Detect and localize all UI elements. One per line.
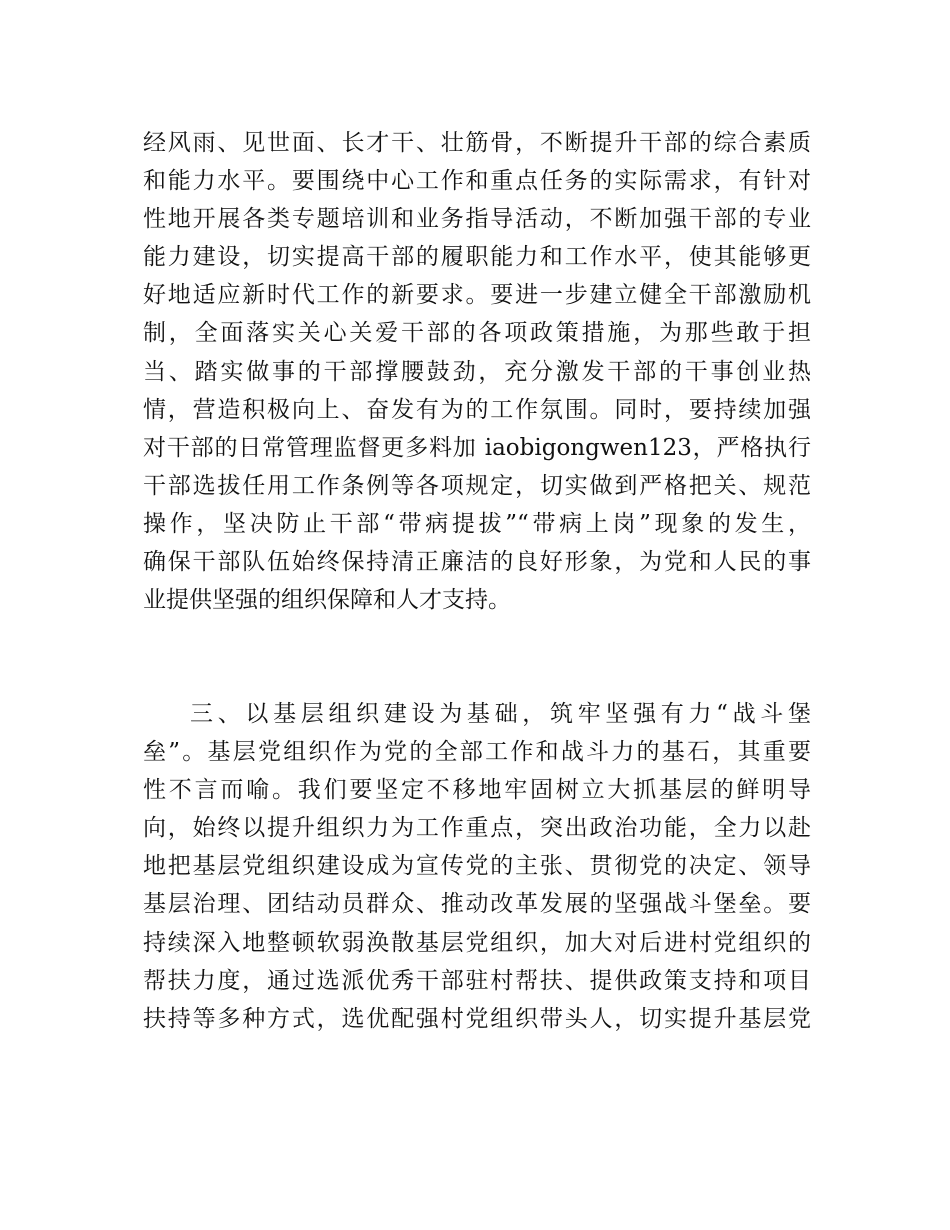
paragraph-grassroots-organization [143, 695, 811, 1038]
text-line: 地把基层党组织建设成为宣传党的主张、贯彻党的决定、领导 [143, 853, 811, 880]
text-line: 持续深入地整顿软弱涣散基层党组织，加大对后进村党组织的 [143, 929, 811, 956]
text-line: 当、踏实做事的干部撑腰鼓劲，充分激发干部的干事创业热 [143, 358, 811, 385]
text-line: 经风雨、见世面、长才干、壮筋骨，不断提升干部的综合素质 [143, 130, 811, 156]
text-line: 操作，坚决防止干部“带病提拔”“带病上岗”现象的发生， [143, 510, 811, 537]
text-line: 性地开展各类专题培训和业务指导活动，不断加强干部的专业 [143, 206, 811, 233]
text-line: 性不言而喻。我们要坚定不移地牢固树立大抓基层的鲜明导 [143, 777, 811, 804]
text-line: 能力建设，切实提高干部的履职能力和工作水平，使其能够更 [143, 244, 811, 271]
text-line: 帮扶力度，通过选派优秀干部驻村帮扶、提供政策支持和项目 [143, 967, 811, 994]
text-line: 制，全面落实关心关爱干部的各项政策措施，为那些敢于担 [143, 320, 811, 347]
text-line: 干部选拔任用工作条例等各项规定，切实做到严格把关、规范 [143, 472, 811, 499]
text-line: 垒”。基层党组织作为党的全部工作和战斗力的基石，其重要 [143, 739, 811, 766]
text-line: 情，营造积极向上、奋发有为的工作氛围。同时，要持续加强 [143, 396, 811, 423]
text-line: 对干部的日常管理监督更多料加 iaobigongwen123，严格执行 [143, 434, 811, 461]
text-line: 业提供坚强的组织保障和人才支持。 [143, 587, 511, 614]
text-line: 扶持等多种方式，选优配强村党组织带头人，切实提升基层党 [143, 1005, 811, 1032]
text-line: 基层治理、团结动员群众、推动改革发展的坚强战斗堡垒。要 [143, 891, 811, 918]
text-line: 确保干部队伍始终保持清正廉洁的良好形象，为党和人民的事 [143, 549, 811, 576]
text-line: 和能力水平。要围绕中心工作和重点任务的实际需求，有针对 [143, 168, 811, 195]
section-heading-line: 三、以基层组织建设为基础，筑牢坚强有力“战斗堡 [190, 701, 811, 727]
text-line: 向，始终以提升组织力为工作重点，突出政治功能，全力以赴 [143, 815, 811, 842]
paragraph-cadre-training [143, 124, 811, 619]
text-line: 好地适应新时代工作的新要求。要进一步建立健全干部激励机 [143, 282, 811, 309]
